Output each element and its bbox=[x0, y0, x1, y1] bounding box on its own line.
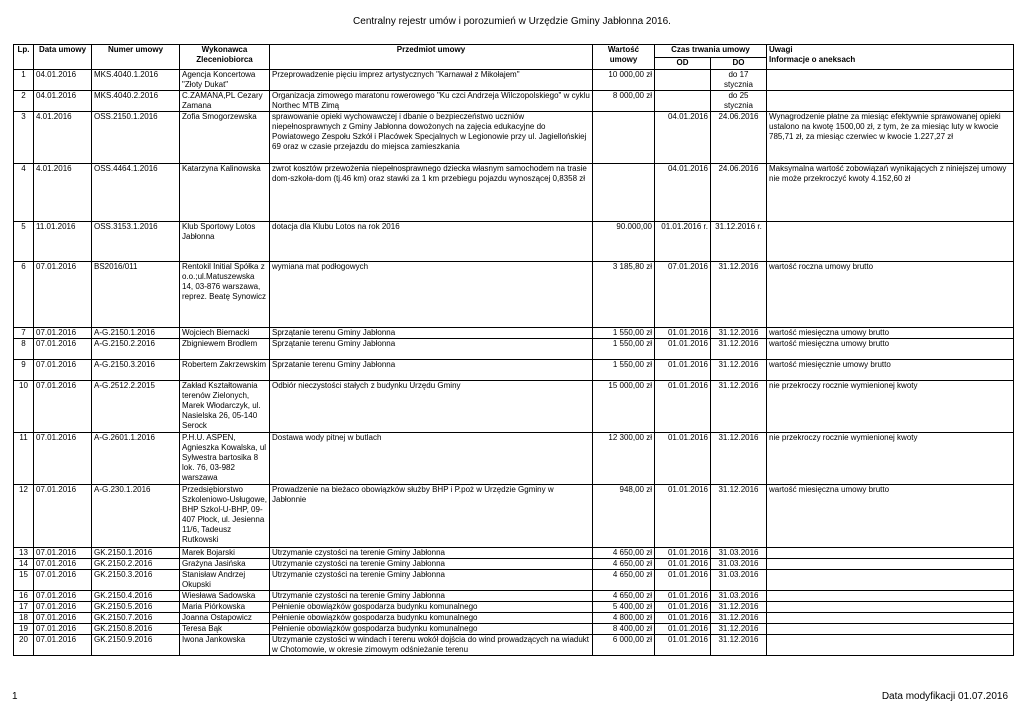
cell-wykonawca: Klub Sportowy Lotos Jabłonna bbox=[180, 222, 270, 262]
cell-przedmiot: Utrzymanie czystości na terenie Gminy Jabłonna bbox=[270, 548, 593, 559]
header-wykonawca bbox=[180, 45, 270, 70]
cell-wartosc: 10 000,00 zł bbox=[593, 70, 655, 91]
cell-uwagi: wartość roczna umowy brutto bbox=[767, 262, 1014, 328]
table-row bbox=[14, 613, 1014, 624]
cell-przedmiot: Pełnienie obowiązków gospodarza budynku komunalnego bbox=[270, 624, 593, 635]
cell-od: 01.01.2016 bbox=[655, 570, 711, 591]
cell-data: 04.01.2016 bbox=[34, 91, 92, 112]
cell-data: 07.01.2016 bbox=[34, 559, 92, 570]
cell-data: 07.01.2016 bbox=[34, 635, 92, 656]
cell-przedmiot: sprawowanie opieki wychowawczej i dbanie o bezpieczeństwo uczniów niepełnosprawnych z Gminy Jabłonna dowożonych na zajęcia edukacyjne do Powiatowego Zespołu Szkół i Placówek Specjalnych w Legionowie przy ul. Jagiellońskiej 69 oraz w czasie przejazdu do miejsca zamieszkania bbox=[270, 112, 593, 164]
cell-uwagi bbox=[767, 591, 1014, 602]
cell-numer: A-G.2150.2.2016 bbox=[92, 339, 180, 360]
cell-numer: GK.2150.7.2016 bbox=[92, 613, 180, 624]
cell-data: 07.01.2016 bbox=[34, 624, 92, 635]
cell-lp: 6 bbox=[14, 262, 34, 328]
cell-numer: GK.2150.1.2016 bbox=[92, 548, 180, 559]
cell-do: 24.06.2016 bbox=[711, 112, 767, 164]
table-row bbox=[14, 559, 1014, 570]
cell-wartosc: 4 650,00 zł bbox=[593, 570, 655, 591]
cell-przedmiot: Utrzymanie czystości na terenie Gminy Jabłonna bbox=[270, 591, 593, 602]
table-row bbox=[14, 591, 1014, 602]
cell-lp: 1 bbox=[14, 70, 34, 91]
cell-lp: 3 bbox=[14, 112, 34, 164]
cell-wartosc: 12 300,00 zł bbox=[593, 433, 655, 485]
cell-do: 31.12.2016 bbox=[711, 635, 767, 656]
cell-od: 01.01.2016 bbox=[655, 613, 711, 624]
cell-wartosc: 8 000,00 zł bbox=[593, 91, 655, 112]
cell-przedmiot: Pełnienie obowiązków gospodarza budynku komunalnego bbox=[270, 613, 593, 624]
cell-od: 01.01.2016 bbox=[655, 328, 711, 339]
cell-wartosc: 3 185,80 zł bbox=[593, 262, 655, 328]
cell-wartosc: 15 000,00 zł bbox=[593, 381, 655, 433]
cell-uwagi: Wynagrodzenie płatne za miesiąc efektywnie sprawowanej opieki ustalono na kwotę 1500,00 zł, z tym, że za miesiąc luty w kwocie 785,71 zł, za miesiąc czerwiec w kwocie 1.227,27 zł bbox=[767, 112, 1014, 164]
cell-do: 24.06.2016 bbox=[711, 164, 767, 222]
header-uwagi bbox=[767, 45, 1014, 70]
cell-od: 01.01.2016 bbox=[655, 624, 711, 635]
cell-do: 31.12.2016 bbox=[711, 624, 767, 635]
cell-do: 31.12.2016 bbox=[711, 602, 767, 613]
cell-lp: 19 bbox=[14, 624, 34, 635]
cell-lp: 4 bbox=[14, 164, 34, 222]
cell-od: 01.01.2016 r. bbox=[655, 222, 711, 262]
cell-data: 07.01.2016 bbox=[34, 328, 92, 339]
cell-do: 31.12.2016 r. bbox=[711, 222, 767, 262]
cell-wykonawca: Zbigniewem Brodlem bbox=[180, 339, 270, 360]
cell-do: do 25 stycznia bbox=[711, 91, 767, 112]
cell-data: 07.01.2016 bbox=[34, 339, 92, 360]
table-row bbox=[14, 635, 1014, 656]
cell-data: 11.01.2016 bbox=[34, 222, 92, 262]
cell-wykonawca: Katarzyna Kalinowska bbox=[180, 164, 270, 222]
cell-lp: 11 bbox=[14, 433, 34, 485]
cell-numer: A-G.2150.1.2016 bbox=[92, 328, 180, 339]
cell-przedmiot: wymiana mat podłogowych bbox=[270, 262, 593, 328]
cell-lp: 17 bbox=[14, 602, 34, 613]
header-row-1 bbox=[14, 45, 1014, 58]
cell-uwagi: wartość miesięczna umowy brutto bbox=[767, 328, 1014, 339]
cell-przedmiot: Przeprowadzenie pięciu imprez artystycznych "Karnawał z Mikołajem" bbox=[270, 70, 593, 91]
header-wartosc-line2: umowy bbox=[609, 55, 638, 64]
cell-uwagi bbox=[767, 559, 1014, 570]
cell-wykonawca: Maria Piórkowska bbox=[180, 602, 270, 613]
cell-lp: 10 bbox=[14, 381, 34, 433]
cell-wykonawca: P.H.U. ASPEN, Agnieszka Kowalska, ul Sylwestra bartosika 8 lok. 76, 03-982 warszawa bbox=[180, 433, 270, 485]
cell-wykonawca: Zakład Kształtowania terenów Zielonych, Marek Włodarczyk, ul. Nasielska 26, 05-140 Serock bbox=[180, 381, 270, 433]
cell-uwagi: Maksymalna wartość zobowiązań wynikających z niniejszej umowy nie może przekroczyć kwoty 4.152,60 zł bbox=[767, 164, 1014, 222]
cell-lp: 15 bbox=[14, 570, 34, 591]
table-body bbox=[14, 70, 1014, 656]
cell-wykonawca: Agencja Koncertowa "Złoty Dukat" bbox=[180, 70, 270, 91]
cell-przedmiot: Dostawa wody pitnej w butlach bbox=[270, 433, 593, 485]
cell-przedmiot: Organizacja zimowego maratonu rowerowego "Ku czci Andrzeja Wilczopolskiego" w cyklu Northec MTB Zimą bbox=[270, 91, 593, 112]
cell-od bbox=[655, 70, 711, 91]
table-row bbox=[14, 485, 1014, 548]
header-numer: Numer umowy bbox=[92, 45, 180, 70]
cell-do: 31.12.2016 bbox=[711, 433, 767, 485]
table-row bbox=[14, 360, 1014, 381]
table-row bbox=[14, 602, 1014, 613]
cell-wartosc bbox=[593, 164, 655, 222]
header-wykonawca-line2: Zleceniobiorca bbox=[196, 55, 253, 64]
cell-numer: A-G.230.1.2016 bbox=[92, 485, 180, 548]
cell-numer: GK.2150.2.2016 bbox=[92, 559, 180, 570]
cell-od: 04.01.2016 bbox=[655, 112, 711, 164]
cell-przedmiot: Sprzątanie terenu Gminy Jabłonna bbox=[270, 339, 593, 360]
cell-wartosc: 4 800,00 zł bbox=[593, 613, 655, 624]
cell-uwagi: nie przekroczy rocznie wymienionej kwoty bbox=[767, 381, 1014, 433]
cell-data: 07.01.2016 bbox=[34, 570, 92, 591]
cell-od: 01.01.2016 bbox=[655, 559, 711, 570]
cell-od: 01.01.2016 bbox=[655, 485, 711, 548]
cell-wartosc: 6 000,00 zł bbox=[593, 635, 655, 656]
table-row bbox=[14, 433, 1014, 485]
cell-wykonawca: C.ZAMANA,PL Cezary Zamana bbox=[180, 91, 270, 112]
cell-lp: 8 bbox=[14, 339, 34, 360]
cell-numer: A-G.2150.3.2016 bbox=[92, 360, 180, 381]
cell-od: 07.01.2016 bbox=[655, 262, 711, 328]
cell-lp: 2 bbox=[14, 91, 34, 112]
table-row bbox=[14, 112, 1014, 164]
cell-data: 04.01.2016 bbox=[34, 70, 92, 91]
cell-uwagi bbox=[767, 635, 1014, 656]
cell-wykonawca: Grażyna Jasińska bbox=[180, 559, 270, 570]
cell-od: 01.01.2016 bbox=[655, 591, 711, 602]
cell-wykonawca: Iwona Jankowska bbox=[180, 635, 270, 656]
cell-od: 01.01.2016 bbox=[655, 602, 711, 613]
header-wykonawca-line1: Wykonawca bbox=[201, 45, 248, 54]
cell-uwagi: wartość miesięczna umowy brutto bbox=[767, 485, 1014, 548]
cell-numer: GK.2150.4.2016 bbox=[92, 591, 180, 602]
cell-wykonawca: Joanna Ostapowicz bbox=[180, 613, 270, 624]
cell-uwagi bbox=[767, 613, 1014, 624]
cell-numer: MKS.4040.1.2016 bbox=[92, 70, 180, 91]
cell-od bbox=[655, 91, 711, 112]
cell-wartosc: 1 550,00 zł bbox=[593, 360, 655, 381]
cell-data: 07.01.2016 bbox=[34, 485, 92, 548]
modification-date: Data modyfikacji 01.07.2016 bbox=[881, 691, 1008, 702]
cell-przedmiot: Prowadzenie na bieżaco obowiązków służby BHP i P.poż w Urzędzie Ggminy w Jabłonnie bbox=[270, 485, 593, 548]
cell-do: 31.12.2016 bbox=[711, 262, 767, 328]
table-row bbox=[14, 164, 1014, 222]
cell-od: 01.01.2016 bbox=[655, 635, 711, 656]
table-row bbox=[14, 570, 1014, 591]
header-wartosc-line1: Wartość bbox=[607, 45, 640, 54]
cell-wartosc: 8 400,00 zł bbox=[593, 624, 655, 635]
cell-do: 31.03.2016 bbox=[711, 548, 767, 559]
cell-data: 07.01.2016 bbox=[34, 381, 92, 433]
cell-przedmiot: Pełnienie obowiązków gospodarza budynku komunalnego bbox=[270, 602, 593, 613]
table-row bbox=[14, 381, 1014, 433]
cell-do: 31.12.2016 bbox=[711, 339, 767, 360]
cell-lp: 16 bbox=[14, 591, 34, 602]
cell-numer: GK.2150.5.2016 bbox=[92, 602, 180, 613]
cell-numer: OSS.4464.1.2016 bbox=[92, 164, 180, 222]
header-do: DO bbox=[711, 58, 767, 70]
cell-data: 07.01.2016 bbox=[34, 591, 92, 602]
header-data: Data umowy bbox=[34, 45, 92, 70]
cell-od: 01.01.2016 bbox=[655, 381, 711, 433]
cell-przedmiot: Utrzymanie czystości w windach i terenu wokół dojścia do wind prowadzących na wiadukt w Chotomowie, w okresie zimowym odśnieżanie terenu bbox=[270, 635, 593, 656]
header-od: OD bbox=[655, 58, 711, 70]
cell-do: 31.12.2016 bbox=[711, 485, 767, 548]
cell-wykonawca: Marek Bojarski bbox=[180, 548, 270, 559]
cell-uwagi bbox=[767, 624, 1014, 635]
cell-numer: GK.2150.9.2016 bbox=[92, 635, 180, 656]
cell-do: 31.12.2016 bbox=[711, 381, 767, 433]
page-number: 1 bbox=[12, 691, 18, 702]
cell-wykonawca: Robertem Zakrzewskim bbox=[180, 360, 270, 381]
cell-data: 07.01.2016 bbox=[34, 360, 92, 381]
cell-wykonawca: Teresa Bąk bbox=[180, 624, 270, 635]
cell-lp: 14 bbox=[14, 559, 34, 570]
header-uwagi-line1: Uwagi bbox=[769, 45, 793, 54]
cell-do: 31.12.2016 bbox=[711, 328, 767, 339]
header-przedmiot: Przedmiot umowy bbox=[270, 45, 593, 70]
cell-uwagi: wartość miesięcznie umowy brutto bbox=[767, 360, 1014, 381]
cell-wykonawca: Wiesława Sadowska bbox=[180, 591, 270, 602]
cell-uwagi bbox=[767, 602, 1014, 613]
cell-od: 01.01.2016 bbox=[655, 360, 711, 381]
cell-lp: 5 bbox=[14, 222, 34, 262]
cell-wartosc bbox=[593, 112, 655, 164]
contracts-table bbox=[13, 44, 1014, 656]
cell-numer: A-G.2601.1.2016 bbox=[92, 433, 180, 485]
page-title: Centralny rejestr umów i porozumień w Urzędzie Gminy Jabłonna 2016. bbox=[353, 16, 671, 27]
cell-do: 31.03.2016 bbox=[711, 591, 767, 602]
table-row bbox=[14, 328, 1014, 339]
cell-data: 4.01.2016 bbox=[34, 112, 92, 164]
cell-uwagi bbox=[767, 570, 1014, 591]
cell-do: 31.12.2016 bbox=[711, 613, 767, 624]
cell-lp: 18 bbox=[14, 613, 34, 624]
cell-numer: OSS.3153.1.2016 bbox=[92, 222, 180, 262]
cell-przedmiot: Sprzątanie terenu Gminy Jabłonna bbox=[270, 328, 593, 339]
table-row bbox=[14, 548, 1014, 559]
cell-do: 31.03.2016 bbox=[711, 559, 767, 570]
table-row bbox=[14, 222, 1014, 262]
cell-wartosc: 4 650,00 zł bbox=[593, 548, 655, 559]
cell-data: 07.01.2016 bbox=[34, 433, 92, 485]
cell-numer: MKS.4040.2.2016 bbox=[92, 91, 180, 112]
cell-uwagi bbox=[767, 548, 1014, 559]
table-row bbox=[14, 262, 1014, 328]
cell-lp: 20 bbox=[14, 635, 34, 656]
cell-wartosc: 4 650,00 zł bbox=[593, 559, 655, 570]
cell-do: 31.12.2016 bbox=[711, 360, 767, 381]
cell-do: do 17 stycznia bbox=[711, 70, 767, 91]
cell-wykonawca: Zofia Smogorzewska bbox=[180, 112, 270, 164]
cell-lp: 7 bbox=[14, 328, 34, 339]
table-row bbox=[14, 91, 1014, 112]
cell-wartosc: 1 550,00 zł bbox=[593, 328, 655, 339]
cell-wykonawca: Stanisław Andrzej Okupski bbox=[180, 570, 270, 591]
cell-wartosc: 4 650,00 zł bbox=[593, 591, 655, 602]
cell-lp: 13 bbox=[14, 548, 34, 559]
cell-lp: 9 bbox=[14, 360, 34, 381]
cell-wartosc: 90.000,00 bbox=[593, 222, 655, 262]
cell-data: 4.01.2016 bbox=[34, 164, 92, 222]
cell-uwagi: wartość miesięczna umowy brutto bbox=[767, 339, 1014, 360]
cell-wykonawca: Wojciech Biernacki bbox=[180, 328, 270, 339]
cell-przedmiot: Utrzymanie czystości na terenie Gminy Jabłonna bbox=[270, 570, 593, 591]
table-row bbox=[14, 624, 1014, 635]
cell-numer: BS2016/011 bbox=[92, 262, 180, 328]
cell-wartosc: 5 400,00 zł bbox=[593, 602, 655, 613]
cell-wykonawca: Przedsiębiorstwo Szkoleniowo-Usługowe, BHP Szkol-U-BHP, 09-407 Płock, ul. Jesienna 11/6, Tadeusz Rutkowski bbox=[180, 485, 270, 548]
cell-lp: 12 bbox=[14, 485, 34, 548]
cell-przedmiot: Sprzatanie terenu Gminy Jabłonna bbox=[270, 360, 593, 381]
cell-numer: A-G.2512.2.2015 bbox=[92, 381, 180, 433]
cell-do: 31.03.2016 bbox=[711, 570, 767, 591]
header-uwagi-line2: Informacje o aneksach bbox=[769, 55, 856, 64]
cell-uwagi bbox=[767, 91, 1014, 112]
cell-uwagi: nie przekroczy rocznie wymienionej kwoty bbox=[767, 433, 1014, 485]
cell-uwagi bbox=[767, 222, 1014, 262]
cell-od: 04.01.2016 bbox=[655, 164, 711, 222]
header-lp: Lp. bbox=[14, 45, 34, 70]
header-czas: Czas trwania umowy bbox=[655, 45, 767, 58]
cell-przedmiot: zwrot kosztów przewożenia niepełnosprawnego dziecka własnym samochodem na trasie dom-szkoła-dom (tj.46 km) oraz stawki za 1 km przebiegu pojazdu wynoszącej 0,8358 zł bbox=[270, 164, 593, 222]
cell-wartosc: 948,00 zł bbox=[593, 485, 655, 548]
cell-uwagi bbox=[767, 70, 1014, 91]
cell-przedmiot: Utrzymanie czystości na terenie Gminy Jabłonna bbox=[270, 559, 593, 570]
cell-wartosc: 1 550,00 zł bbox=[593, 339, 655, 360]
header-wartosc bbox=[593, 45, 655, 70]
cell-od: 01.01.2016 bbox=[655, 433, 711, 485]
cell-numer: GK.2150.8.2016 bbox=[92, 624, 180, 635]
cell-data: 07.01.2016 bbox=[34, 548, 92, 559]
cell-od: 01.01.2016 bbox=[655, 548, 711, 559]
table-row bbox=[14, 339, 1014, 360]
table-row bbox=[14, 70, 1014, 91]
cell-numer: OSS.2150.1.2016 bbox=[92, 112, 180, 164]
cell-wykonawca: Rentokil Initial Spółka z o.o.;ul.Matuszewska 14, 03-876 warszawa, reprez. Beatę Synowicz bbox=[180, 262, 270, 328]
cell-od: 01.01.2016 bbox=[655, 339, 711, 360]
cell-numer: GK.2150.3.2016 bbox=[92, 570, 180, 591]
cell-data: 07.01.2016 bbox=[34, 262, 92, 328]
cell-data: 07.01.2016 bbox=[34, 613, 92, 624]
cell-przedmiot: dotacja dla Klubu Lotos na rok 2016 bbox=[270, 222, 593, 262]
cell-przedmiot: Odbiór nieczystości stałych z budynku Urzędu Gminy bbox=[270, 381, 593, 433]
cell-data: 07.01.2016 bbox=[34, 602, 92, 613]
